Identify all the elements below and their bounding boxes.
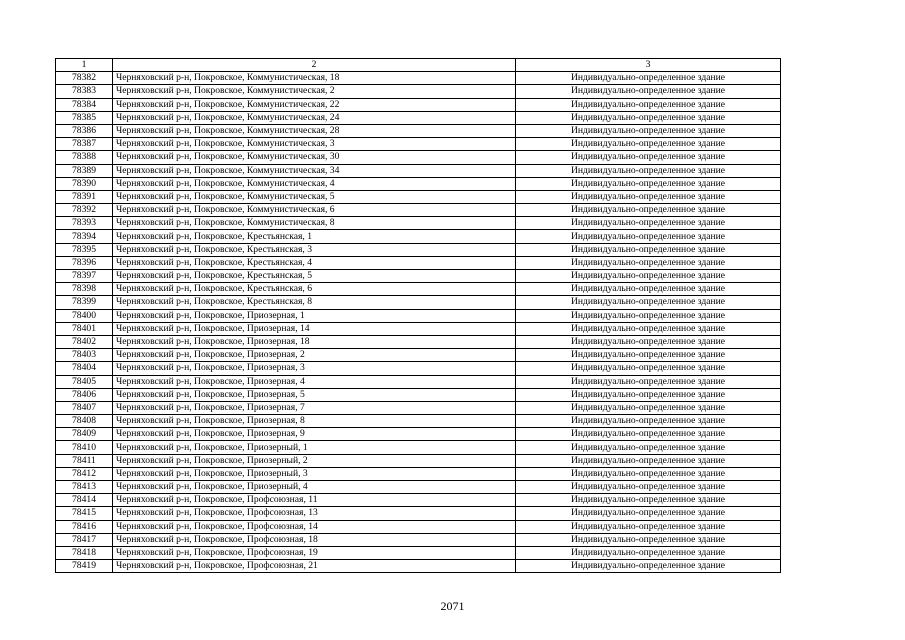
address-cell: Черняховский р-н, Покровское, Приозерная, 18 [113, 335, 516, 348]
table-row [56, 335, 781, 348]
address-cell: Черняховский р-н, Покровское, Профсоюзная, 11 [113, 494, 516, 507]
object-type-cell: Индивидуально-определенное здание [516, 85, 781, 98]
table-row [56, 388, 781, 401]
address-cell: Черняховский р-н, Покровское, Крестьянская, 8 [113, 296, 516, 309]
table-row [56, 520, 781, 533]
record-number-cell: 78397 [56, 270, 113, 283]
object-type-cell: Индивидуально-определенное здание [516, 546, 781, 559]
table-row [56, 560, 781, 573]
object-type-cell: Индивидуально-определенное здание [516, 177, 781, 190]
record-number-cell: 78402 [56, 335, 113, 348]
record-number-cell: 78401 [56, 322, 113, 335]
table-row [56, 494, 781, 507]
object-type-cell: Индивидуально-определенное здание [516, 560, 781, 573]
address-cell: Черняховский р-н, Покровское, Приозерный, 2 [113, 454, 516, 467]
record-number-cell: 78383 [56, 85, 113, 98]
object-type-cell: Индивидуально-определенное здание [516, 428, 781, 441]
object-type-cell: Индивидуально-определенное здание [516, 270, 781, 283]
object-type-cell: Индивидуально-определенное здание [516, 494, 781, 507]
property-register-table [55, 58, 781, 573]
table-row [56, 85, 781, 98]
table-row [56, 296, 781, 309]
record-number-cell: 78393 [56, 217, 113, 230]
record-number-cell: 78404 [56, 362, 113, 375]
table-row [56, 467, 781, 480]
object-type-cell: Индивидуально-определенное здание [516, 296, 781, 309]
record-number-cell: 78407 [56, 401, 113, 414]
object-type-cell: Индивидуально-определенное здание [516, 388, 781, 401]
table-row [56, 428, 781, 441]
record-number-cell: 78399 [56, 296, 113, 309]
record-number-cell: 78398 [56, 283, 113, 296]
record-number-cell: 78385 [56, 111, 113, 124]
object-type-cell: Индивидуально-определенное здание [516, 164, 781, 177]
address-cell: Черняховский р-н, Покровское, Крестьянская, 6 [113, 283, 516, 296]
address-cell: Черняховский р-н, Покровское, Коммунистическая, 4 [113, 177, 516, 190]
record-number-cell: 78417 [56, 533, 113, 546]
address-cell: Черняховский р-н, Покровское, Приозерная, 1 [113, 309, 516, 322]
address-cell: Черняховский р-н, Покровское, Коммунистическая, 3 [113, 138, 516, 151]
record-number-cell: 78403 [56, 349, 113, 362]
address-cell: Черняховский р-н, Покровское, Приозерная, 2 [113, 349, 516, 362]
record-number-cell: 78418 [56, 546, 113, 559]
record-number-cell: 78415 [56, 507, 113, 520]
address-cell: Черняховский р-н, Покровское, Приозерная, 5 [113, 388, 516, 401]
record-number-cell: 78410 [56, 441, 113, 454]
table-row [56, 217, 781, 230]
address-cell: Черняховский р-н, Покровское, Приозерный, 4 [113, 481, 516, 494]
table-row [56, 481, 781, 494]
object-type-cell: Индивидуально-определенное здание [516, 124, 781, 137]
object-type-cell: Индивидуально-определенное здание [516, 204, 781, 217]
object-type-cell: Индивидуально-определенное здание [516, 243, 781, 256]
record-number-cell: 78406 [56, 388, 113, 401]
address-cell: Черняховский р-н, Покровское, Профсоюзная, 13 [113, 507, 516, 520]
address-cell: Черняховский р-н, Покровское, Коммунистическая, 24 [113, 111, 516, 124]
address-cell: Черняховский р-н, Покровское, Крестьянская, 4 [113, 256, 516, 269]
table-row [56, 454, 781, 467]
object-type-cell: Индивидуально-определенное здание [516, 441, 781, 454]
object-type-cell: Индивидуально-определенное здание [516, 533, 781, 546]
record-number-cell: 78392 [56, 204, 113, 217]
table-row [56, 243, 781, 256]
address-cell: Черняховский р-н, Покровское, Коммунистическая, 30 [113, 151, 516, 164]
address-cell: Черняховский р-н, Покровское, Крестьянская, 5 [113, 270, 516, 283]
object-type-cell: Индивидуально-определенное здание [516, 481, 781, 494]
table-row [56, 190, 781, 203]
object-type-cell: Индивидуально-определенное здание [516, 349, 781, 362]
address-cell: Черняховский р-н, Покровское, Приозерный, 3 [113, 467, 516, 480]
object-type-cell: Индивидуально-определенное здание [516, 230, 781, 243]
object-type-cell: Индивидуально-определенное здание [516, 520, 781, 533]
record-number-cell: 78396 [56, 256, 113, 269]
table-row [56, 546, 781, 559]
record-number-cell: 78414 [56, 494, 113, 507]
column-header-2: 2 [113, 59, 516, 72]
record-number-cell: 78390 [56, 177, 113, 190]
address-cell: Черняховский р-н, Покровское, Коммунистическая, 22 [113, 98, 516, 111]
object-type-cell: Индивидуально-определенное здание [516, 98, 781, 111]
address-cell: Черняховский р-н, Покровское, Крестьянская, 3 [113, 243, 516, 256]
address-cell: Черняховский р-н, Покровское, Профсоюзная, 14 [113, 520, 516, 533]
table-row [56, 375, 781, 388]
object-type-cell: Индивидуально-определенное здание [516, 375, 781, 388]
address-cell: Черняховский р-н, Покровское, Профсоюзная, 18 [113, 533, 516, 546]
record-number-cell: 78408 [56, 415, 113, 428]
record-number-cell: 78384 [56, 98, 113, 111]
address-cell: Черняховский р-н, Покровское, Коммунистическая, 8 [113, 217, 516, 230]
table-row [56, 322, 781, 335]
record-number-cell: 78419 [56, 560, 113, 573]
record-number-cell: 78386 [56, 124, 113, 137]
table-row [56, 98, 781, 111]
record-number-cell: 78395 [56, 243, 113, 256]
table-row [56, 177, 781, 190]
table-row [56, 362, 781, 375]
address-cell: Черняховский р-н, Покровское, Коммунистическая, 2 [113, 85, 516, 98]
table-row [56, 309, 781, 322]
object-type-cell: Индивидуально-определенное здание [516, 401, 781, 414]
table-row [56, 401, 781, 414]
record-number-cell: 78405 [56, 375, 113, 388]
table-row [56, 230, 781, 243]
object-type-cell: Индивидуально-определенное здание [516, 507, 781, 520]
table-header-row [56, 59, 781, 72]
table-row [56, 256, 781, 269]
address-cell: Черняховский р-н, Покровское, Приозерная, 8 [113, 415, 516, 428]
address-cell: Черняховский р-н, Покровское, Коммунистическая, 18 [113, 72, 516, 85]
address-cell: Черняховский р-н, Покровское, Приозерная, 4 [113, 375, 516, 388]
record-number-cell: 78416 [56, 520, 113, 533]
object-type-cell: Индивидуально-определенное здание [516, 415, 781, 428]
record-number-cell: 78413 [56, 481, 113, 494]
address-cell: Черняховский р-н, Покровское, Приозерная, 3 [113, 362, 516, 375]
table-row [56, 124, 781, 137]
object-type-cell: Индивидуально-определенное здание [516, 309, 781, 322]
object-type-cell: Индивидуально-определенное здание [516, 151, 781, 164]
table-row [56, 151, 781, 164]
record-number-cell: 78388 [56, 151, 113, 164]
table-row [56, 164, 781, 177]
table-row [56, 111, 781, 124]
address-cell: Черняховский р-н, Покровское, Коммунистическая, 5 [113, 190, 516, 203]
object-type-cell: Индивидуально-определенное здание [516, 256, 781, 269]
object-type-cell: Индивидуально-определенное здание [516, 111, 781, 124]
object-type-cell: Индивидуально-определенное здание [516, 335, 781, 348]
object-type-cell: Индивидуально-определенное здание [516, 72, 781, 85]
record-number-cell: 78394 [56, 230, 113, 243]
object-type-cell: Индивидуально-определенное здание [516, 190, 781, 203]
address-cell: Черняховский р-н, Покровское, Приозерная, 7 [113, 401, 516, 414]
table-row [56, 270, 781, 283]
address-cell: Черняховский р-н, Покровское, Коммунистическая, 28 [113, 124, 516, 137]
object-type-cell: Индивидуально-определенное здание [516, 138, 781, 151]
record-number-cell: 78387 [56, 138, 113, 151]
table-row [56, 441, 781, 454]
record-number-cell: 78400 [56, 309, 113, 322]
table-row [56, 349, 781, 362]
address-cell: Черняховский р-н, Покровское, Коммунистическая, 34 [113, 164, 516, 177]
object-type-cell: Индивидуально-определенное здание [516, 322, 781, 335]
address-cell: Черняховский р-н, Покровское, Приозерная, 9 [113, 428, 516, 441]
table-row [56, 507, 781, 520]
record-number-cell: 78391 [56, 190, 113, 203]
record-number-cell: 78412 [56, 467, 113, 480]
record-number-cell: 78411 [56, 454, 113, 467]
record-number-cell: 78382 [56, 72, 113, 85]
record-number-cell: 78389 [56, 164, 113, 177]
table-row [56, 72, 781, 85]
address-cell: Черняховский р-н, Покровское, Приозерный, 1 [113, 441, 516, 454]
address-cell: Черняховский р-н, Покровское, Профсоюзная, 19 [113, 546, 516, 559]
record-number-cell: 78409 [56, 428, 113, 441]
table-row [56, 138, 781, 151]
page-number: 2071 [440, 599, 465, 613]
object-type-cell: Индивидуально-определенное здание [516, 283, 781, 296]
table-body [56, 59, 781, 573]
address-cell: Черняховский р-н, Покровское, Профсоюзная, 21 [113, 560, 516, 573]
table-row [56, 533, 781, 546]
table-row [56, 415, 781, 428]
address-cell: Черняховский р-н, Покровское, Приозерная, 14 [113, 322, 516, 335]
object-type-cell: Индивидуально-определенное здание [516, 217, 781, 230]
address-cell: Черняховский р-н, Покровское, Коммунистическая, 6 [113, 204, 516, 217]
column-header-3: 3 [516, 59, 781, 72]
address-cell: Черняховский р-н, Покровское, Крестьянская, 1 [113, 230, 516, 243]
table-row [56, 204, 781, 217]
object-type-cell: Индивидуально-определенное здание [516, 362, 781, 375]
object-type-cell: Индивидуально-определенное здание [516, 467, 781, 480]
table-row [56, 283, 781, 296]
object-type-cell: Индивидуально-определенное здание [516, 454, 781, 467]
column-header-1: 1 [56, 59, 113, 72]
